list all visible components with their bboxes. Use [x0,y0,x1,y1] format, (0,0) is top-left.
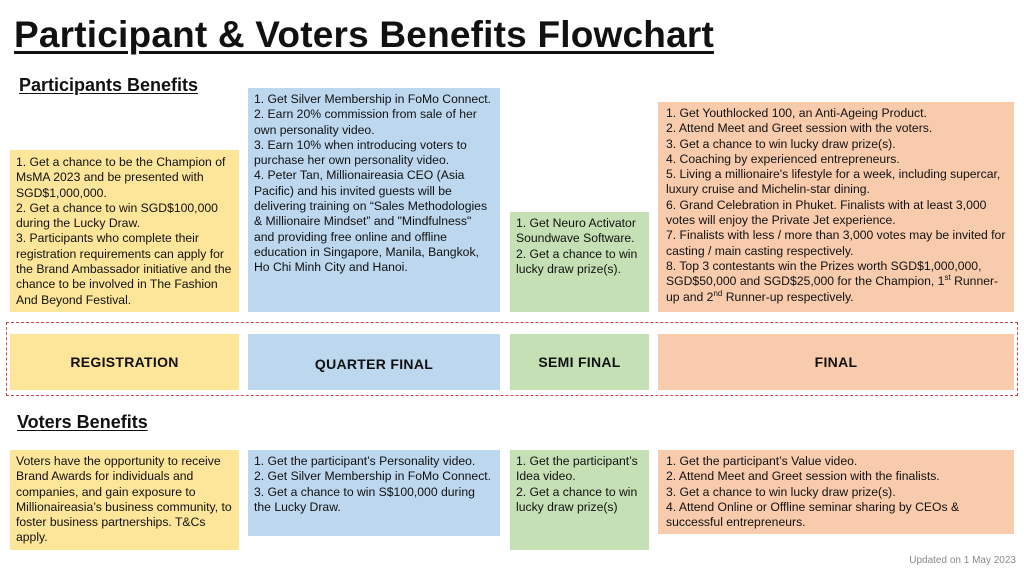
stage-quarter-final: QUARTER FINAL [248,334,500,390]
voters-semi-final-box [510,450,649,550]
participants-semi-final-box [510,212,649,312]
voters-final-box [658,450,1014,534]
updated-date-note: Updated on 1 May 2023 [909,555,1016,566]
benefit-item: 3. Get a chance to win lucky draw prize(s). [666,136,896,151]
benefit-item: 8. Top 3 contestants win the Prizes worth SGD$1,000,000, SGD$50,000 and SGD$25,000 for the Champion, 1st Runner-up and 2nd Runner-up respectively. [666,258,999,304]
stage-final: FINAL [658,334,1014,390]
voters-benefits-heading: Voters Benefits [17,412,148,432]
benefit-item: 2. Get Silver Membership in FoMo Connect. [254,469,492,484]
participants-benefits-heading: Participants Benefits [19,75,199,95]
benefit-item: 1. Get Youthlocked 100, an Anti-Ageing Product. [666,106,927,120]
benefit-item: 3. Participants who complete their registration requirements can apply for the Brand Ambassador initiative and the chance to be involved in The Fashion And Beyond Festival. [16,231,232,307]
benefit-item: 1. Get Silver Membership in FoMo Connect. [254,92,492,106]
page-title: Participant & Voters Benefits Flowchart [14,14,714,55]
benefit-item: 3. Earn 10% when introducing voters to purchase her own personality video. [254,137,467,168]
participants-registration-box [10,150,239,312]
voters-quarter-final-box [248,450,500,536]
benefit-item: 4. Attend Online or Offline seminar sharing by CEOs & successful entrepreneurs. [666,499,960,530]
benefit-item: 3. Get a chance to win S$100,000 during the Lucky Draw. [254,484,475,514]
benefit-item: 2. Attend Meet and Greet session with the finalists. [666,469,940,484]
benefit-item: 2. Earn 20% commission from sale of her own personality video. [254,107,477,137]
benefit-item: 3. Get a chance to win lucky draw prize(s). [666,484,896,499]
benefit-item: 4. Peter Tan, Millionaireasia CEO (Asia Pacific) and his invited guests will be delivering training on “Sales Methodologies & Millionaire Mindset” and "Mindfulness" and providing free online and offline education in Singapore, Manila, Bangkok, Ho Chi Minh City and Hanoi. [254,168,488,275]
benefit-item: 6. Grand Celebration in Phuket. Finalists with at least 3,000 votes will enjoy the Private Jet experience. [666,197,987,228]
benefit-item: 1. Get Neuro Activator Soundwave Software. [516,216,636,246]
benefit-item: 1. Get the participant’s Value video. [666,454,858,468]
benefit-item: 1. Get a chance to be the Champion of MsMA 2023 and be presented with SGD$1,000,000. [16,155,226,200]
voters-registration-box [10,450,239,550]
participants-quarter-final-box [248,88,500,312]
benefit-item: 2. Get a chance to win lucky draw prize(s). [516,246,638,276]
benefit-item: 2. Get a chance to win lucky draw prize(s) [516,484,638,514]
stage-semi-final: SEMI FINAL [510,334,649,390]
benefit-item: 1. Get the participant’s Personality video. [254,454,476,468]
benefit-item: 5. Living a millionaire's lifestyle for a week, including supercar, luxury cruise and Michelin-star dining. [666,167,1001,197]
stage-registration: REGISTRATION [10,334,239,390]
benefit-item: 2. Get a chance to win SGD$100,000 during the Lucky Draw. [16,200,218,231]
benefit-item: 1. Get the participant’s Idea video. [516,454,638,484]
benefit-item: 2. Attend Meet and Greet session with the voters. [666,121,933,136]
benefit-item: Voters have the opportunity to receive Brand Awards for individuals and companies, and gain exposure to Millionaireasia’s business community, to foster business partnerships. T&Cs apply. [16,454,232,545]
participants-final-box [658,102,1014,312]
benefit-item: 7. Finalists with less / more than 3,000 votes may be invited for casting / main casting respectively. [666,228,1006,258]
benefit-item: 4. Coaching by experienced entrepreneurs. [666,151,900,166]
